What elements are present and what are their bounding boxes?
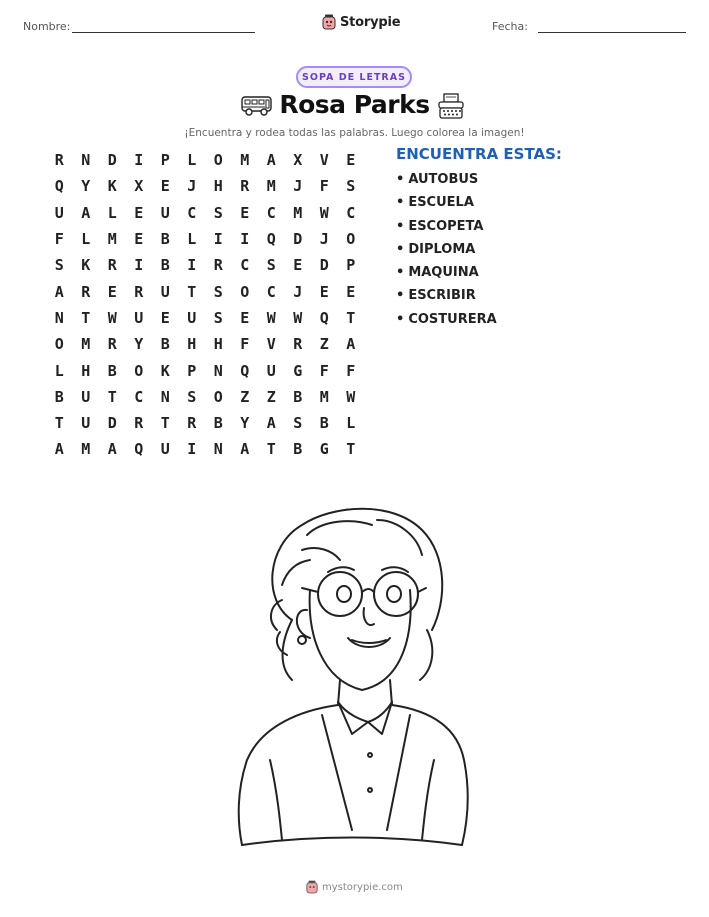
- name-field-line[interactable]: [72, 32, 255, 33]
- grid-letter[interactable]: J: [293, 282, 303, 301]
- grid-letter[interactable]: E: [134, 203, 144, 222]
- grid-letter[interactable]: B: [54, 387, 64, 406]
- grid-letter[interactable]: L: [81, 230, 91, 249]
- storypie-logo-icon: [306, 880, 318, 894]
- grid-letter[interactable]: E: [346, 151, 356, 170]
- grid-letter[interactable]: T: [81, 308, 91, 327]
- grid-row: [46, 226, 364, 252]
- grid-letter[interactable]: N: [81, 151, 91, 170]
- word-list-item: [396, 195, 497, 218]
- grid-letter[interactable]: Z: [240, 387, 250, 406]
- grid-letter[interactable]: A: [266, 414, 276, 433]
- grid-letter[interactable]: U: [81, 387, 91, 406]
- storypie-logo-icon: [322, 14, 336, 30]
- bullet: •: [396, 218, 405, 234]
- grid-letter[interactable]: R: [107, 256, 117, 275]
- grid-letter[interactable]: C: [266, 203, 276, 222]
- grid-letter[interactable]: P: [160, 151, 170, 170]
- grid-letter[interactable]: W: [346, 387, 356, 406]
- grid-letter[interactable]: F: [240, 335, 250, 354]
- grid-letter[interactable]: E: [160, 308, 170, 327]
- grid-letter[interactable]: K: [160, 361, 170, 380]
- grid-letter[interactable]: O: [54, 335, 64, 354]
- grid-letter[interactable]: L: [187, 151, 197, 170]
- grid-letter[interactable]: X: [134, 177, 144, 196]
- grid-letter[interactable]: D: [319, 256, 329, 275]
- grid-letter[interactable]: Y: [240, 414, 250, 433]
- grid-letter[interactable]: I: [134, 256, 144, 275]
- word-list-item: [396, 288, 497, 311]
- grid-letter[interactable]: S: [187, 387, 197, 406]
- grid-letter[interactable]: I: [213, 230, 223, 249]
- grid-letter[interactable]: M: [319, 387, 329, 406]
- grid-letter[interactable]: I: [134, 151, 144, 170]
- bullet: •: [396, 265, 405, 281]
- grid-letter[interactable]: S: [266, 256, 276, 275]
- grid-letter[interactable]: O: [240, 282, 250, 301]
- grid-letter[interactable]: E: [240, 203, 250, 222]
- word-list-item: [396, 312, 497, 335]
- grid-letter[interactable]: M: [81, 440, 91, 459]
- grid-letter[interactable]: T: [266, 440, 276, 459]
- grid-letter[interactable]: I: [240, 230, 250, 249]
- grid-letter[interactable]: B: [160, 230, 170, 249]
- grid-letter[interactable]: M: [266, 177, 276, 196]
- grid-letter[interactable]: B: [107, 361, 117, 380]
- name-label: Nombre:: [23, 20, 71, 33]
- grid-letter[interactable]: S: [293, 414, 303, 433]
- grid-letter[interactable]: L: [187, 230, 197, 249]
- grid-letter[interactable]: R: [240, 177, 250, 196]
- grid-letter[interactable]: B: [319, 414, 329, 433]
- bullet: •: [396, 172, 405, 187]
- word-list: [396, 172, 497, 335]
- grid-letter[interactable]: E: [293, 256, 303, 275]
- grid-letter[interactable]: L: [107, 203, 117, 222]
- bullet: •: [396, 311, 405, 327]
- grid-letter[interactable]: R: [54, 151, 64, 170]
- grid-row: [46, 173, 364, 199]
- rosa-parks-illustration: [222, 490, 482, 850]
- grid-letter[interactable]: A: [54, 440, 64, 459]
- grid-letter[interactable]: B: [160, 335, 170, 354]
- grid-letter[interactable]: R: [134, 414, 144, 433]
- grid-row: [46, 305, 364, 331]
- grid-letter[interactable]: V: [266, 335, 276, 354]
- grid-letter[interactable]: N: [213, 440, 223, 459]
- grid-letter[interactable]: P: [346, 256, 356, 275]
- grid-letter[interactable]: J: [319, 230, 329, 249]
- grid-letter[interactable]: B: [293, 440, 303, 459]
- storypie-brand: [322, 14, 400, 30]
- grid-letter[interactable]: U: [160, 282, 170, 301]
- word-label: AUTOBUS: [408, 172, 479, 187]
- grid-letter[interactable]: L: [54, 361, 64, 380]
- grid-letter[interactable]: U: [160, 203, 170, 222]
- grid-letter[interactable]: W: [319, 203, 329, 222]
- grid-row: [46, 384, 364, 410]
- grid-row: [46, 278, 364, 304]
- grid-letter[interactable]: C: [134, 387, 144, 406]
- grid-letter[interactable]: S: [213, 203, 223, 222]
- grid-letter[interactable]: M: [107, 230, 117, 249]
- typewriter-icon: [437, 92, 465, 120]
- grid-letter[interactable]: H: [81, 361, 91, 380]
- grid-letter[interactable]: D: [107, 414, 117, 433]
- grid-letter[interactable]: R: [81, 282, 91, 301]
- grid-letter[interactable]: H: [213, 335, 223, 354]
- grid-letter[interactable]: R: [107, 335, 117, 354]
- grid-letter[interactable]: R: [213, 256, 223, 275]
- grid-letter[interactable]: F: [319, 177, 329, 196]
- grid-letter[interactable]: Q: [266, 230, 276, 249]
- activity-badge: SOPA DE LETRAS: [296, 66, 412, 88]
- grid-letter[interactable]: K: [81, 256, 91, 275]
- word-label: COSTURERA: [408, 311, 497, 327]
- grid-letter[interactable]: O: [213, 387, 223, 406]
- date-label: Fecha:: [492, 20, 528, 33]
- date-field-line[interactable]: [538, 32, 686, 33]
- grid-letter[interactable]: D: [293, 230, 303, 249]
- grid-letter[interactable]: R: [134, 282, 144, 301]
- grid-letter[interactable]: T: [160, 414, 170, 433]
- grid-row: [46, 331, 364, 357]
- grid-letter[interactable]: S: [346, 177, 356, 196]
- grid-letter[interactable]: S: [54, 256, 64, 275]
- grid-letter[interactable]: Z: [266, 387, 276, 406]
- grid-letter[interactable]: W: [107, 308, 117, 327]
- grid-row: [46, 147, 364, 173]
- grid-letter[interactable]: U: [160, 440, 170, 459]
- instructions: ¡Encuentra y rodea todas las palabras. Luego colorea la imagen!: [184, 127, 525, 139]
- grid-letter[interactable]: L: [346, 414, 356, 433]
- grid-letter[interactable]: S: [213, 282, 223, 301]
- grid-letter[interactable]: T: [187, 282, 197, 301]
- word-search-grid[interactable]: [46, 147, 364, 463]
- grid-letter[interactable]: R: [293, 335, 303, 354]
- grid-row: [46, 436, 364, 462]
- grid-letter[interactable]: C: [266, 282, 276, 301]
- grid-letter[interactable]: O: [346, 230, 356, 249]
- grid-row: [46, 200, 364, 226]
- grid-letter[interactable]: E: [160, 177, 170, 196]
- grid-letter[interactable]: Q: [319, 308, 329, 327]
- grid-letter[interactable]: E: [134, 230, 144, 249]
- grid-letter[interactable]: G: [319, 440, 329, 459]
- grid-letter[interactable]: U: [266, 361, 276, 380]
- grid-letter[interactable]: W: [293, 308, 303, 327]
- grid-letter[interactable]: I: [187, 256, 197, 275]
- grid-letter[interactable]: B: [293, 387, 303, 406]
- grid-letter[interactable]: U: [187, 308, 197, 327]
- grid-letter[interactable]: M: [240, 151, 250, 170]
- grid-letter[interactable]: A: [266, 151, 276, 170]
- grid-letter[interactable]: P: [187, 361, 197, 380]
- grid-row: [46, 252, 364, 278]
- grid-letter[interactable]: S: [213, 308, 223, 327]
- grid-letter[interactable]: N: [160, 387, 170, 406]
- grid-letter[interactable]: N: [213, 361, 223, 380]
- grid-letter[interactable]: Y: [81, 177, 91, 196]
- grid-letter[interactable]: Z: [319, 335, 329, 354]
- word-list-title: ENCUENTRA ESTAS:: [396, 145, 562, 163]
- grid-letter[interactable]: A: [346, 335, 356, 354]
- grid-letter[interactable]: C: [187, 203, 197, 222]
- grid-letter[interactable]: I: [187, 440, 197, 459]
- grid-letter[interactable]: V: [319, 151, 329, 170]
- word-label: ESCUELA: [408, 195, 474, 211]
- grid-letter[interactable]: C: [240, 256, 250, 275]
- grid-letter[interactable]: A: [81, 203, 91, 222]
- grid-letter[interactable]: U: [54, 203, 64, 222]
- grid-letter[interactable]: U: [81, 414, 91, 433]
- bullet: •: [396, 195, 405, 211]
- grid-letter[interactable]: T: [346, 440, 356, 459]
- grid-letter[interactable]: B: [213, 414, 223, 433]
- grid-letter[interactable]: E: [346, 282, 356, 301]
- grid-letter[interactable]: D: [107, 151, 117, 170]
- grid-letter[interactable]: T: [54, 414, 64, 433]
- grid-letter[interactable]: Y: [134, 335, 144, 354]
- grid-letter[interactable]: U: [134, 308, 144, 327]
- grid-letter[interactable]: M: [293, 203, 303, 222]
- grid-letter[interactable]: M: [81, 335, 91, 354]
- grid-letter[interactable]: K: [107, 177, 117, 196]
- grid-letter[interactable]: N: [54, 308, 64, 327]
- grid-letter[interactable]: T: [107, 387, 117, 406]
- word-label: ESCOPETA: [408, 218, 484, 234]
- grid-letter[interactable]: E: [319, 282, 329, 301]
- grid-letter[interactable]: X: [293, 151, 303, 170]
- grid-letter[interactable]: A: [107, 440, 117, 459]
- grid-letter[interactable]: F: [54, 230, 64, 249]
- footer-url: mystorypie.com: [322, 881, 403, 893]
- word-label: ESCRIBIR: [408, 288, 476, 304]
- word-list-item: [396, 219, 497, 242]
- grid-letter[interactable]: F: [346, 361, 356, 380]
- word-list-item: [396, 265, 497, 288]
- word-label: DIPLOMA: [408, 241, 476, 257]
- brand-name: Storypie: [340, 14, 401, 30]
- word-label: MAQUINA: [408, 265, 479, 281]
- grid-letter[interactable]: H: [187, 335, 197, 354]
- grid-letter[interactable]: E: [107, 282, 117, 301]
- bullet: •: [396, 241, 405, 257]
- grid-letter[interactable]: W: [266, 308, 276, 327]
- word-list-item: [396, 242, 497, 265]
- grid-row: [46, 410, 364, 436]
- grid-letter[interactable]: E: [240, 308, 250, 327]
- word-list-item: [396, 172, 497, 195]
- grid-letter[interactable]: O: [213, 151, 223, 170]
- page-title: Rosa Parks: [279, 90, 430, 119]
- grid-letter[interactable]: A: [54, 282, 64, 301]
- grid-letter[interactable]: Q: [54, 177, 64, 196]
- grid-letter[interactable]: O: [134, 361, 144, 380]
- grid-letter[interactable]: H: [213, 177, 223, 196]
- grid-letter[interactable]: C: [346, 203, 356, 222]
- grid-row: [46, 357, 364, 383]
- grid-letter[interactable]: T: [346, 308, 356, 327]
- grid-letter[interactable]: Q: [240, 361, 250, 380]
- grid-letter[interactable]: F: [319, 361, 329, 380]
- grid-letter[interactable]: J: [293, 177, 303, 196]
- footer: [306, 880, 403, 894]
- grid-letter[interactable]: A: [240, 440, 250, 459]
- grid-letter[interactable]: G: [293, 361, 303, 380]
- grid-letter[interactable]: J: [187, 177, 197, 196]
- bullet: •: [396, 288, 405, 304]
- grid-letter[interactable]: R: [187, 414, 197, 433]
- grid-letter[interactable]: Q: [134, 440, 144, 459]
- grid-letter[interactable]: B: [160, 256, 170, 275]
